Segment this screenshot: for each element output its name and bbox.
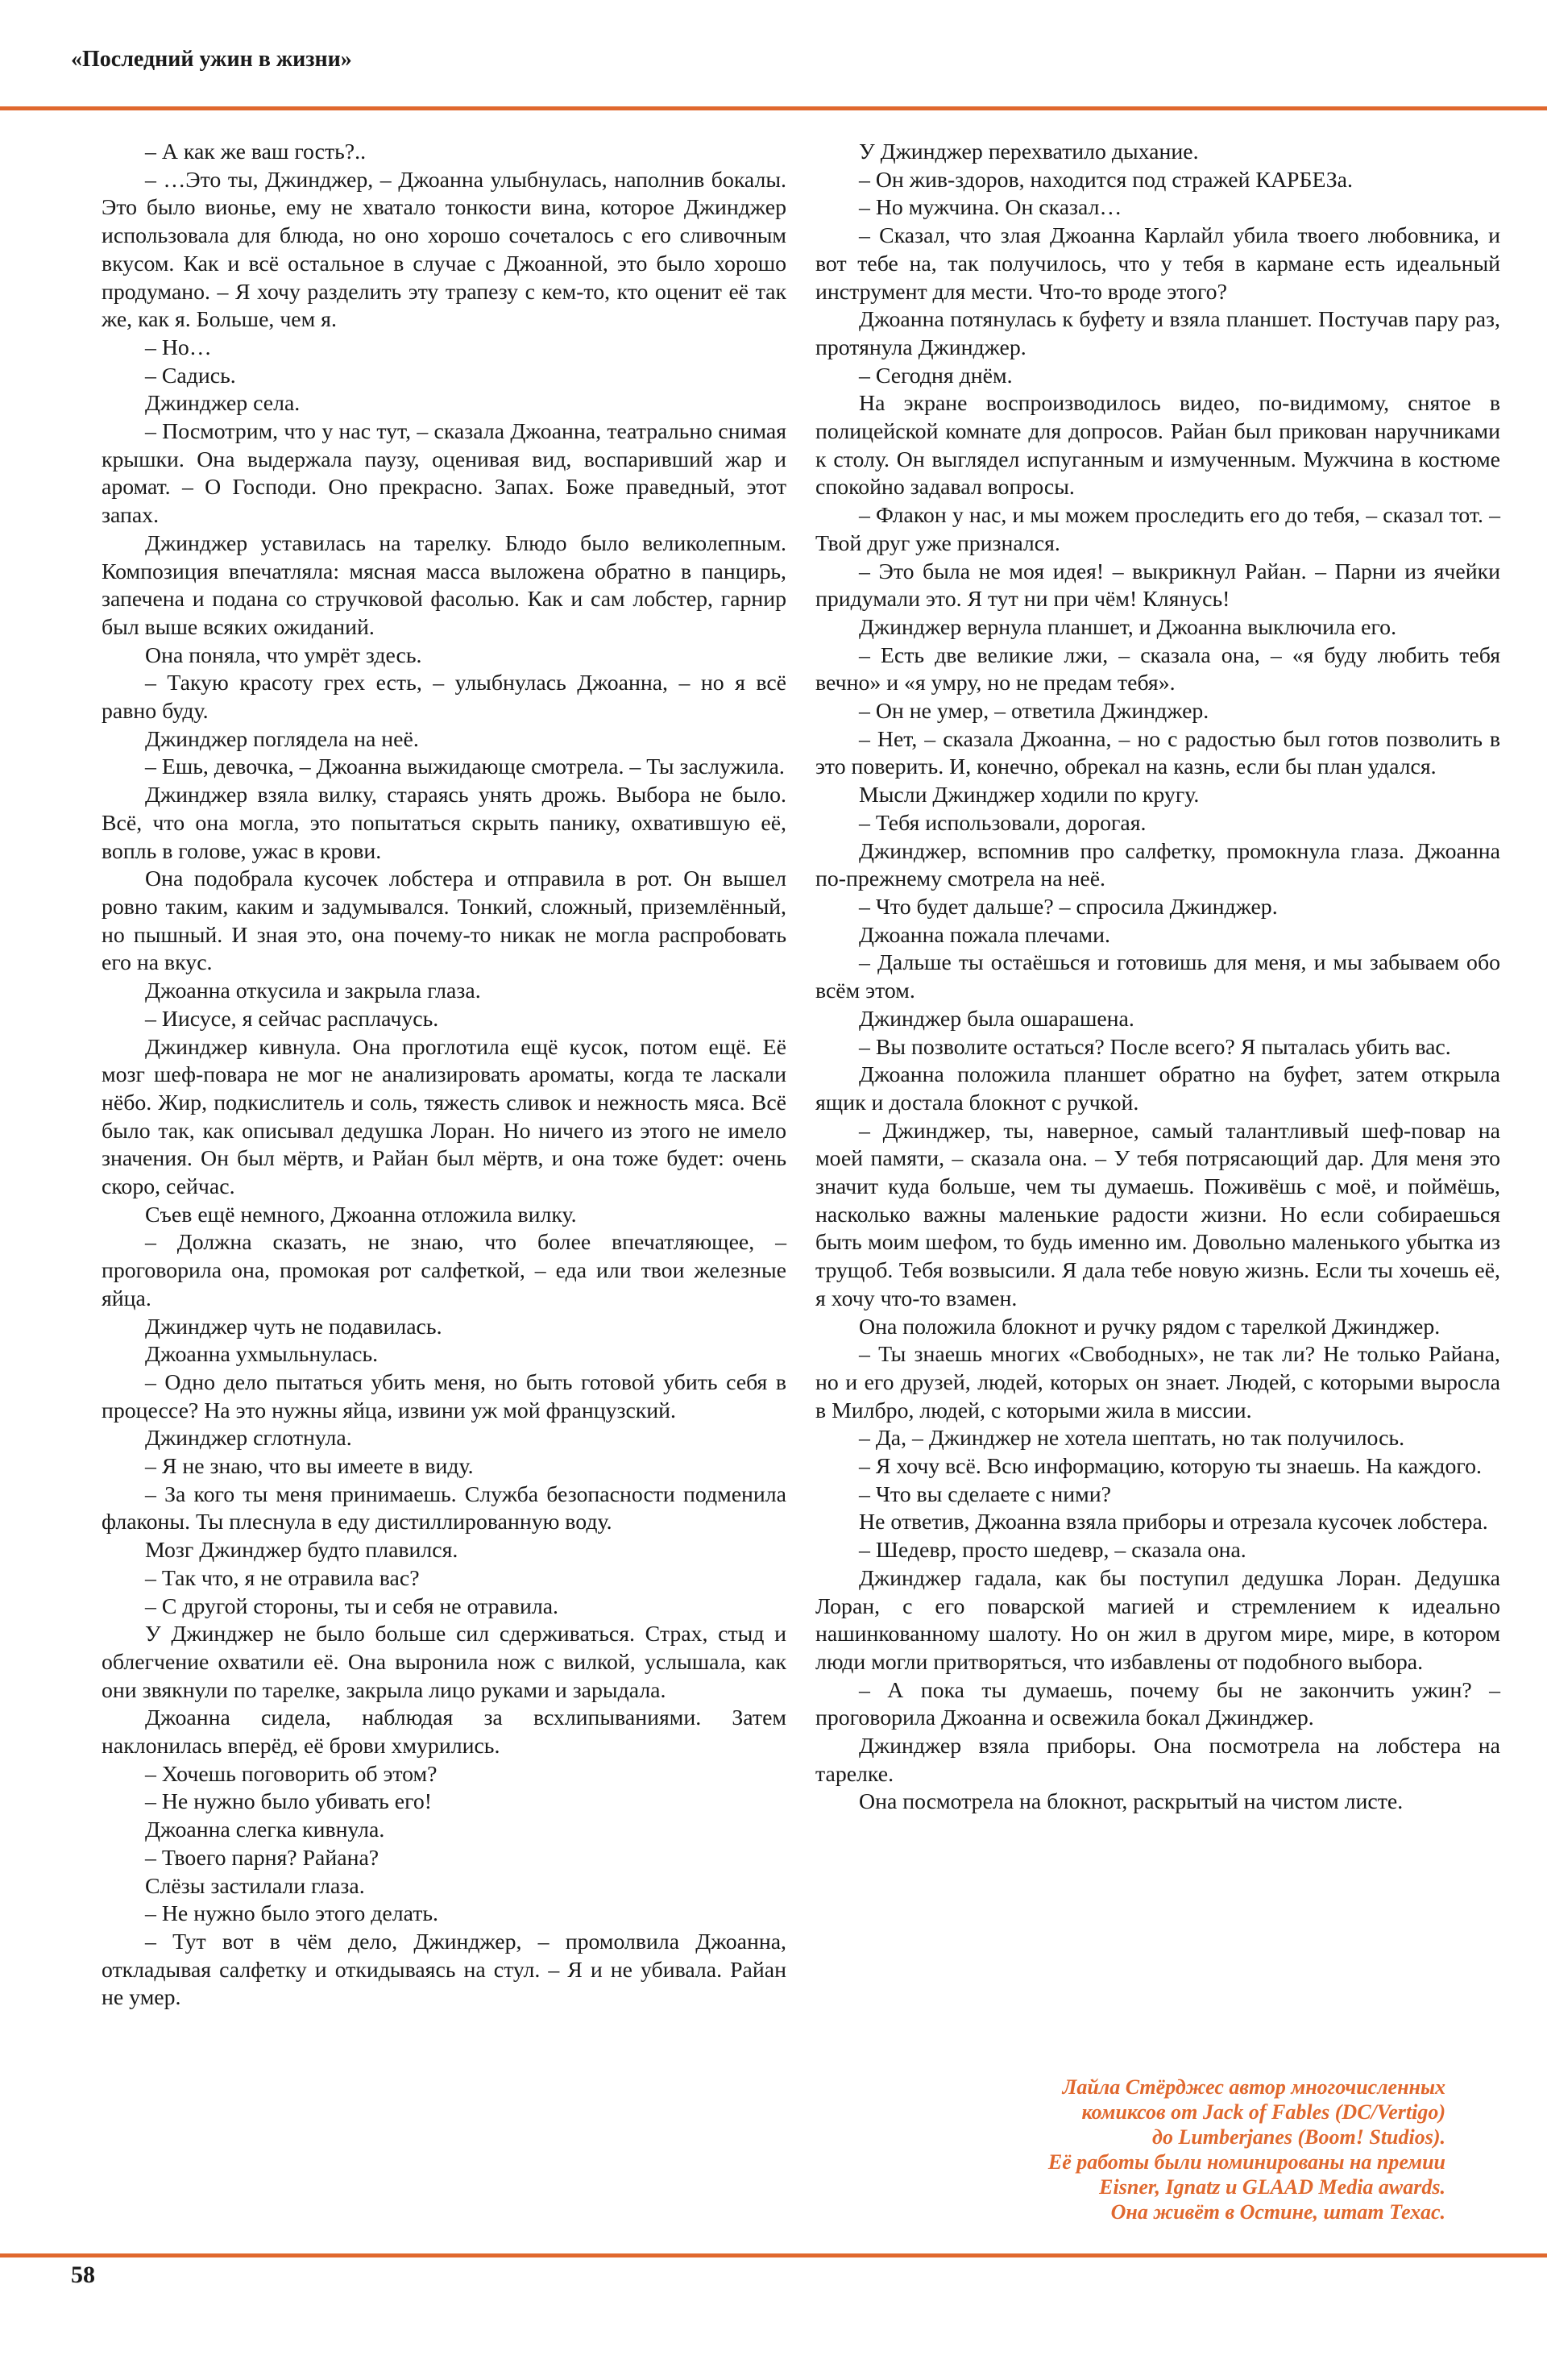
- paragraph: Джинджер взяла вилку, стараясь унять дрожь. Выбора не было. Всё, что она могла, это попытаться скрыть панику, охватившую её, вопль в голове, ужас в крови.: [102, 783, 786, 864]
- paragraph: Джинджер вернула планшет, и Джоанна выключила его.: [859, 614, 1397, 640]
- page-number: 58: [71, 2262, 95, 2288]
- paragraph: Джоанна положила планшет обратно на буфет, затем открыла ящик и достала блокнот с ручкой.: [815, 1062, 1500, 1115]
- paragraph: – Не нужно было этого делать.: [145, 1901, 438, 1927]
- paragraph: – Ешь, девочка, – Джоанна выжидающе смотрела. – Ты заслужила.: [145, 754, 785, 780]
- paragraph: – Такую красоту грех есть, – улыбнулась Джоанна, – но я всё равно буду.: [102, 671, 786, 725]
- author-bio: [815, 2075, 1445, 2224]
- paragraph: – Что будет дальше? – спросила Джинджер.: [859, 894, 1278, 920]
- paragraph: – Посмотрим, что у нас тут, – сказала Джоанна, театрально снимая крышки. Она выдержала паузу, оценивая вид, воспаривший жар и аромат. – О Господи. Оно прекрасно. Запах. Боже праведный, этот запах.: [102, 419, 786, 529]
- paragraph: – …Это ты, Джинджер, – Джоанна улыбнулась, наполнив бокалы. Это было вионье, ему не хватало тонкости вина, которое Джинджер использовала для блюда, но оно хорошо сочеталось с его сливочным вкусом. Как и всё остальное в случае с Джоанной, это было хорошо продумано. – Я хочу разделить эту трапезу с кем-то, кто оценит её так же, как я. Больше, чем я.: [102, 167, 786, 333]
- paragraph: – Нет, – сказала Джоанна, – но с радостью был готов позволить в это поверить. И, конечно, обрекал на казнь, если бы план удался.: [815, 726, 1500, 780]
- paragraph: – Я хочу всё. Всю информацию, которую ты знаешь. На каждого.: [859, 1454, 1482, 1480]
- paragraph: – Есть две великие лжи, – сказала она, – «я буду любить тебя вечно» и «я умру, но не предам тебя».: [815, 642, 1500, 696]
- paragraph: – Одно дело пытаться убить меня, но быть готовой убить себя в процессе? На это нужны яйца, извини уж мой французский.: [102, 1369, 786, 1423]
- paragraph: Джинджер уставилась на тарелку. Блюдо было великолепным. Композиция впечатляла: мясная масса выложена обратно в панцирь, запечена и подана со стручковой фасолью. Как и сам лобстер, гарнир был выше всяких ожиданий.: [102, 530, 786, 640]
- paragraph: Мысли Джинджер ходили по кругу.: [859, 783, 1200, 808]
- bio-line: комиксов от Jack of Fables (DC/Vertigo): [1081, 2100, 1445, 2124]
- paragraph: – Должна сказать, не знаю, что более впечатляющее, – проговорила она, промокая рот салфеткой, – еда или твои железные яйца.: [102, 1230, 786, 1311]
- paragraph: Джинджер кивнула. Она проглотила ещё кусок, потом ещё. Её мозг шеф-повара не мог не анализировать ароматы, когда те ласкали нёбо. Жир, подкислитель и соль, тяжесть сливок и нежность мяса. Всё было так, как описывал дедушка Лоран. Но ничего из этого не имело значения. Он был мёртв, и Райан был мёртв, и она тоже будет: очень скоро, сейчас.: [102, 1034, 786, 1200]
- footer-divider: [0, 2253, 1547, 2257]
- bio-line: до Lumberjanes (Boom! Studios).: [1152, 2125, 1445, 2149]
- paragraph: – Что вы сделаете с ними?: [859, 1481, 1111, 1507]
- paragraph: – Но мужчина. Он сказал…: [859, 195, 1122, 221]
- paragraph: Джинджер села.: [145, 391, 301, 417]
- paragraph: Джинджер сглотнула.: [145, 1426, 352, 1452]
- paragraph: – Твоего парня? Райана?: [145, 1845, 379, 1871]
- paragraph: – Вы позволите остаться? После всего? Я пыталась убить вас.: [859, 1034, 1451, 1060]
- paragraph: Мозг Джинджер будто плавился.: [145, 1538, 458, 1564]
- paragraph: На экране воспроизводилось видео, по-видимому, снятое в полицейской комнате для допросов. Райан был прикован наручниками к столу. Он выглядел испуганным и измученным. Мужчина в костюме спокойно задавал вопросы.: [815, 391, 1500, 501]
- paragraph: У Джинджер не было больше сил сдерживаться. Страх, стыд и облегчение охватили её. Она выронила нож с вилкой, услышала, как они звякнули по тарелке, закрыла лицо руками и зарыдала.: [102, 1622, 786, 1703]
- bio-line: Eisner, Ignatz и GLAAD Media awards.: [1099, 2175, 1445, 2199]
- paragraph: – Я не знаю, что вы имеете в виду.: [145, 1454, 474, 1480]
- paragraph: – Сегодня днём.: [859, 363, 1013, 388]
- paragraph: – Он не умер, – ответила Джинджер.: [859, 699, 1209, 725]
- paragraph: – Тебя использовали, дорогая.: [859, 810, 1147, 836]
- bio-line: Лайла Стёрджес автор многочисленных: [1062, 2075, 1445, 2099]
- paragraph: Джинджер поглядела на неё.: [145, 726, 419, 752]
- paragraph: – Это была не моя идея! – выкрикнул Райан. – Парни из ячейки придумали это. Я тут ни при чём! Клянусь!: [815, 559, 1500, 613]
- paragraph: Не ответив, Джоанна взяла приборы и отрезала кусочек лобстера.: [859, 1510, 1488, 1535]
- bio-line: Она живёт в Остине, штат Техас.: [1110, 2200, 1445, 2224]
- paragraph: – Дальше ты остаёшься и готовишь для меня, и мы забываем обо всём этом.: [815, 950, 1500, 1004]
- paragraph: Джоанна слегка кивнула.: [145, 1817, 385, 1843]
- paragraph: Джоанна откусила и закрыла глаза.: [145, 978, 481, 1004]
- paragraph: – А пока ты думаешь, почему бы не закончить ужин? – проговорила Джоанна и освежила бокал Джинджер.: [815, 1677, 1500, 1731]
- paragraph: Джоанна ухмыльнулась.: [145, 1342, 379, 1368]
- left-text-column: [102, 139, 786, 2012]
- paragraph: – Тут вот в чём дело, Джинджер, – промолвила Джоанна, откладывая салфетку и откидываясь на стул. – Я и не убивала. Райан не умер.: [102, 1929, 786, 2011]
- paragraph: – За кого ты меня принимаешь. Служба безопасности подменила флаконы. Ты плеснула в еду дистиллированную воду.: [102, 1481, 786, 1535]
- paragraph: Джоанна пожала плечами.: [859, 922, 1110, 948]
- paragraph: – Хочешь поговорить об этом?: [145, 1761, 438, 1787]
- paragraph: – Сказал, что злая Джоанна Карлайл убила твоего любовника, и вот тебе на, так получилось, что у тебя в кармане есть идеальный инструмент для мести. Что-то вроде этого?: [815, 223, 1500, 305]
- paragraph: – Он жив-здоров, находится под стражей КАРБЕЗа.: [859, 167, 1353, 193]
- right-text-column: [815, 139, 1500, 1817]
- running-header-title: «Последний ужин в жизни»: [71, 47, 352, 72]
- paragraph: Джоанна потянулась к буфету и взяла планшет. Постучав пару раз, протянула Джинджер.: [815, 307, 1500, 360]
- paragraph: – Флакон у нас, и мы можем проследить его до тебя, – сказал тот. – Твой друг уже признался.: [815, 503, 1500, 556]
- paragraph: Джинджер взяла приборы. Она посмотрела на лобстера на тарелке.: [815, 1734, 1500, 1787]
- paragraph: Съев ещё немного, Джоанна отложила вилку.: [145, 1202, 577, 1227]
- paragraph: Джинджер гадала, как бы поступил дедушка Лоран. Дедушка Лоран, с его поварской магией и стремлением к идеально нашинкованному шалоту. Но он жил в другом мире, мире, в котором люди могли притворяться, что избавлены от подобного выбора.: [815, 1565, 1500, 1675]
- paragraph: – Ты знаешь многих «Свободных», не так ли? Не только Райана, но и его друзей, людей, которых он знает. Людей, с которыми выросла в Милбро, людей, с которыми жила в миссии.: [815, 1342, 1500, 1423]
- paragraph: Джинджер, вспомнив про салфетку, промокнула глаза. Джоанна по-прежнему смотрела на неё.: [815, 838, 1500, 892]
- paragraph: Джинджер чуть не подавилась.: [145, 1314, 442, 1340]
- paragraph: Слёзы застилали глаза.: [145, 1873, 365, 1899]
- paragraph: – Джинджер, ты, наверное, самый талантливый шеф-повар на моей памяти, – сказала она. – У тебя потрясающий дар. Для меня это значит куда больше, чем ты думаешь. Поживёшь с моё, и поймёшь, насколько важны маленькие радости жизни. Но если собираешься быть моим шефом, то будь именно им. Довольно маленького убытка из трущоб. Тебя возвысили. Я дала тебе новую жизнь. Если ты хочешь её, я хочу что-то взамен.: [815, 1118, 1500, 1311]
- paragraph: Она посмотрела на блокнот, раскрытый на чистом листе.: [859, 1789, 1404, 1815]
- paragraph: – Да, – Джинджер не хотела шептать, но так получилось.: [859, 1426, 1405, 1452]
- paragraph: – А как же ваш гость?..: [145, 139, 367, 164]
- paragraph: – Иисусе, я сейчас расплачусь.: [145, 1006, 439, 1032]
- header-divider: [0, 106, 1547, 110]
- paragraph: – Но…: [145, 334, 212, 360]
- bio-line: Её работы были номинированы на премии: [1047, 2150, 1445, 2174]
- paragraph: – Садись.: [145, 363, 236, 388]
- paragraph: – С другой стороны, ты и себя не отравила.: [145, 1593, 558, 1619]
- paragraph: – Так что, я не отравила вас?: [145, 1565, 420, 1591]
- paragraph: – Не нужно было убивать его!: [145, 1789, 432, 1815]
- paragraph: Она поняла, что умрёт здесь.: [145, 642, 422, 668]
- paragraph: – Шедевр, просто шедевр, – сказала она.: [859, 1538, 1246, 1564]
- paragraph: У Джинджер перехватило дыхание.: [859, 139, 1199, 164]
- paragraph: Она подобрала кусочек лобстера и отправила в рот. Он вышел ровно таким, каким и задумывался. Тонкий, сложный, приземлённый, но пышный. И зная это, она почему-то никак не могла распробовать его на вкус.: [102, 866, 786, 976]
- paragraph: Джоанна сидела, наблюдая за всхлипываниями. Затем наклонилась вперёд, её брови хмурились.: [102, 1705, 786, 1759]
- paragraph: Она положила блокнот и ручку рядом с тарелкой Джинджер.: [859, 1314, 1441, 1340]
- paragraph: Джинджер была ошарашена.: [859, 1006, 1134, 1032]
